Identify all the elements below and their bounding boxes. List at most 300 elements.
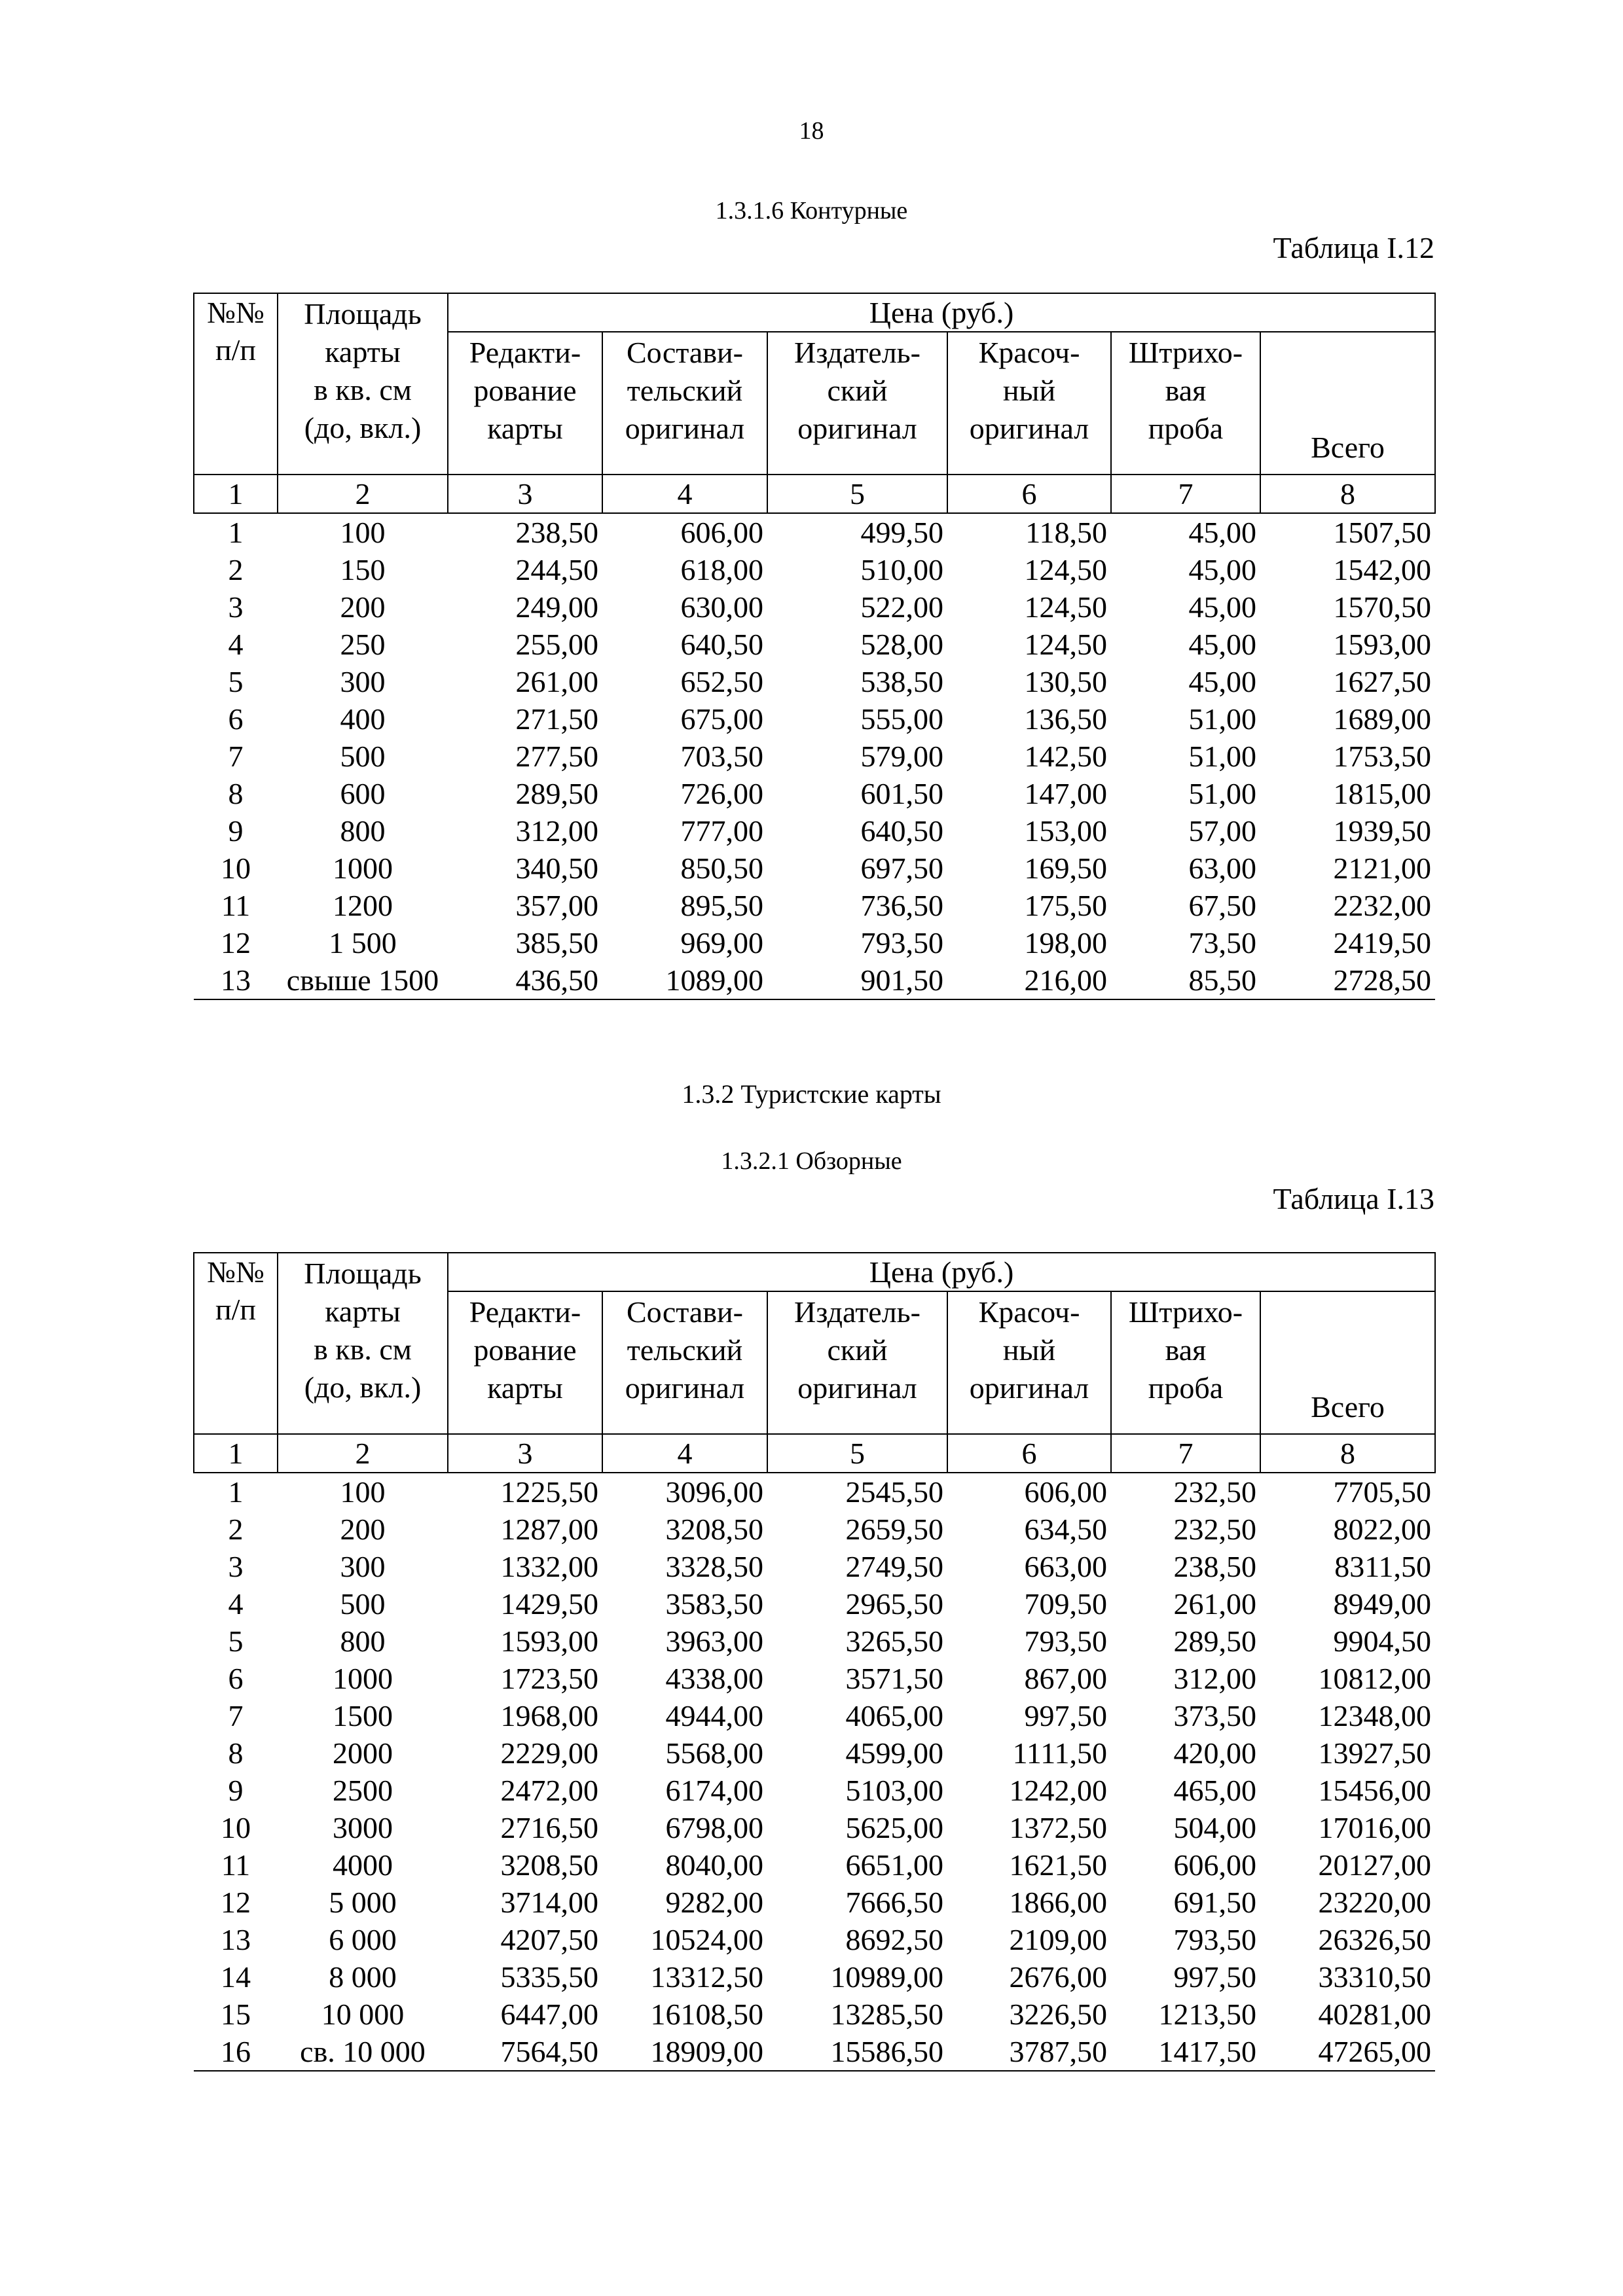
- table-cell: 33310,50: [1318, 1960, 1432, 1994]
- table-row: [194, 1772, 1435, 1809]
- header-col-proof: Штрихо- вая проба: [1111, 1291, 1260, 1434]
- table-cell: 5103,00: [845, 1774, 943, 1807]
- table-cell: 2: [228, 553, 244, 586]
- table-cell: 1213,50: [1158, 1998, 1256, 2031]
- table-cell: 1000: [333, 852, 393, 885]
- table-cell: 51,00: [1188, 740, 1256, 773]
- table-cell: 9: [228, 1774, 244, 1807]
- table-cell: 200: [340, 590, 386, 624]
- table-cell: 2659,50: [845, 1513, 943, 1546]
- table-cell: 675,00: [680, 702, 763, 736]
- table-cell: 14: [221, 1960, 251, 1994]
- column-number: 5: [767, 1434, 947, 1473]
- table-cell: 255,00: [515, 628, 598, 661]
- table-cell: 2472,00: [500, 1774, 598, 1807]
- table-cell: 100: [340, 1475, 386, 1509]
- table-cell: 600: [340, 777, 386, 810]
- table-cell: 45,00: [1188, 553, 1256, 586]
- table-cell: 3328,50: [665, 1550, 763, 1583]
- table-cell: 8949,00: [1333, 1587, 1432, 1621]
- table-cell: 8040,00: [665, 1848, 763, 1882]
- table-cell: 7564,50: [448, 2033, 602, 2071]
- table-cell: 238,50: [1173, 1550, 1256, 1583]
- table-cell: 3208,50: [500, 1848, 598, 1882]
- table-cell: 5: [228, 665, 244, 698]
- table-row: [194, 513, 1435, 551]
- table-cell: 9904,50: [1333, 1624, 1432, 1658]
- table-cell: 538,50: [860, 665, 943, 698]
- table-cell: 271,50: [515, 702, 598, 736]
- table-cell: 618,00: [680, 553, 763, 586]
- table-row: [194, 700, 1435, 738]
- header-col-editing: Редакти- рование карты: [448, 1291, 602, 1434]
- table-cell: 997,50: [1173, 1960, 1256, 1994]
- table-row: [194, 1846, 1435, 1884]
- table-cell: 510,00: [860, 553, 943, 586]
- table-cell: 357,00: [515, 889, 598, 922]
- table-cell: 4000: [333, 1848, 393, 1882]
- header-col-color: Красоч- ный оригинал: [947, 332, 1111, 475]
- table-cell: 4599,00: [845, 1736, 943, 1770]
- table-row: [194, 551, 1435, 588]
- table-cell: 793,50: [1173, 1923, 1256, 1956]
- table-cell: 1287,00: [500, 1513, 598, 1546]
- table-cell: 51,00: [1188, 777, 1256, 810]
- column-number-row: [194, 475, 1435, 513]
- table-cell: 373,50: [1173, 1699, 1256, 1732]
- table-row: [194, 1996, 1435, 2033]
- header-col-area: Площадь карты в кв. см (до, вкл.): [278, 293, 448, 475]
- table-cell: 7705,50: [1333, 1475, 1432, 1509]
- price-table-i13: [193, 1252, 1436, 2072]
- header-col-proof: Штрихо- вая проба: [1111, 332, 1260, 475]
- header-col-color: Красоч- ный оригинал: [947, 1291, 1111, 1434]
- table-cell: 57,00: [1188, 814, 1256, 848]
- table-cell: 51,00: [1188, 702, 1256, 736]
- table-cell: 6798,00: [665, 1811, 763, 1844]
- header-col-compiling: Состави- тельский оригинал: [602, 1291, 767, 1434]
- table-cell: 45,00: [1188, 665, 1256, 698]
- table-cell: 23220,00: [1318, 1886, 1432, 1919]
- table-cell: 5568,00: [665, 1736, 763, 1770]
- table-cell: 7: [228, 1699, 244, 1732]
- table-cell: 2545,50: [845, 1475, 943, 1509]
- table-cell: 997,50: [1024, 1699, 1107, 1732]
- table-cell: 16: [194, 2033, 278, 2071]
- table-cell: 147,00: [1024, 777, 1107, 810]
- table-cell: 2121,00: [1333, 852, 1432, 885]
- table-cell: 3226,50: [1009, 1998, 1107, 2031]
- table-row: [194, 626, 1435, 663]
- table-cell: 5: [228, 1624, 244, 1658]
- table-cell: 12: [221, 926, 251, 960]
- table-cell: 499,50: [860, 516, 943, 549]
- table-cell: св. 10 000: [278, 2033, 448, 2071]
- table-cell: 1753,50: [1333, 740, 1432, 773]
- table-cell: 3208,50: [665, 1513, 763, 1546]
- table-cell: 3096,00: [665, 1475, 763, 1509]
- table-cell: 800: [340, 814, 386, 848]
- table-cell: 606,00: [1024, 1475, 1107, 1509]
- table-row: [194, 1958, 1435, 1996]
- table-cell: 312,00: [515, 814, 598, 848]
- table-cell: 606,00: [680, 516, 763, 549]
- table-cell: 3: [228, 590, 244, 624]
- table-cell: 1000: [333, 1662, 393, 1695]
- table-cell: 4207,50: [500, 1923, 598, 1956]
- table-cell: 1200: [333, 889, 393, 922]
- table-cell: 6447,00: [500, 1998, 598, 2031]
- table-cell: 118,50: [1025, 516, 1107, 549]
- table-cell: 4338,00: [665, 1662, 763, 1695]
- table-cell: 777,00: [680, 814, 763, 848]
- table-cell: 634,50: [1024, 1513, 1107, 1546]
- table-cell: 250: [340, 628, 386, 661]
- table-cell: 1 500: [329, 926, 397, 960]
- column-number: 4: [602, 475, 767, 513]
- table-cell: 901,50: [767, 961, 947, 999]
- table-cell: 895,50: [680, 889, 763, 922]
- header-price-group: Цена (руб.): [448, 293, 1435, 332]
- table-cell: 136,50: [1024, 702, 1107, 736]
- table-cell: 15: [221, 1998, 251, 2031]
- table-cell: 244,50: [515, 553, 598, 586]
- table-cell: 200: [340, 1513, 386, 1546]
- table-row: [194, 924, 1435, 961]
- table-cell: 800: [340, 1624, 386, 1658]
- table-row: [194, 1734, 1435, 1772]
- table-row: [194, 738, 1435, 775]
- table-row: [194, 1511, 1435, 1548]
- table-cell: 1627,50: [1333, 665, 1432, 698]
- table-cell: 1417,50: [1111, 2033, 1260, 2071]
- table-cell: 2229,00: [500, 1736, 598, 1770]
- column-number: 5: [767, 475, 947, 513]
- table-cell: 13: [221, 1923, 251, 1956]
- table-cell: 198,00: [1024, 926, 1107, 960]
- table-cell: 1815,00: [1333, 777, 1432, 810]
- table-cell: 340,50: [515, 852, 598, 885]
- table-row: [194, 812, 1435, 850]
- table-cell: 10: [221, 852, 251, 885]
- table-label-i12: Таблица I.12: [1273, 231, 1434, 264]
- table-cell: 13285,50: [830, 1998, 943, 2031]
- table-cell: 45,00: [1188, 628, 1256, 661]
- column-number: 4: [602, 1434, 767, 1473]
- table-cell: 793,50: [860, 926, 943, 960]
- table-cell: 2676,00: [1009, 1960, 1107, 1994]
- column-number: 7: [1111, 475, 1260, 513]
- table-cell: 18909,00: [602, 2033, 767, 2071]
- table-cell: 969,00: [680, 926, 763, 960]
- table-cell: 1111,50: [1012, 1736, 1107, 1770]
- table-cell: 579,00: [860, 740, 943, 773]
- header-col-total: Всего: [1260, 332, 1435, 475]
- table-cell: 867,00: [1024, 1662, 1107, 1695]
- table-cell: 2749,50: [845, 1550, 943, 1583]
- table-row: [194, 2033, 1435, 2071]
- table-cell: 1372,50: [1009, 1811, 1107, 1844]
- table-row: [194, 1660, 1435, 1697]
- table-cell: 9282,00: [665, 1886, 763, 1919]
- table-cell: 153,00: [1024, 814, 1107, 848]
- table-label-i13: Таблица I.13: [1273, 1182, 1434, 1215]
- table-cell: 6174,00: [665, 1774, 763, 1807]
- table-cell: 1089,00: [602, 961, 767, 999]
- table-cell: 465,00: [1173, 1774, 1256, 1807]
- table-cell: 850,50: [680, 852, 763, 885]
- table-cell: 10 000: [321, 1998, 405, 2031]
- column-number: 1: [194, 1434, 278, 1473]
- table-cell: 5625,00: [845, 1811, 943, 1844]
- table-cell: 3: [228, 1550, 244, 1583]
- table-row: [194, 775, 1435, 812]
- table-cell: 1: [228, 1475, 244, 1509]
- table-cell: 16108,50: [650, 1998, 763, 2031]
- table-cell: 11: [221, 889, 251, 922]
- table-cell: 169,50: [1024, 852, 1107, 885]
- header-col-area: Площадь карты в кв. см (до, вкл.): [278, 1253, 448, 1434]
- section-heading-tourist: 1.3.2 Туристские карты: [682, 1079, 941, 1109]
- table-row: [194, 1921, 1435, 1958]
- table-cell: 2232,00: [1333, 889, 1432, 922]
- column-number: 2: [278, 1434, 448, 1473]
- table-cell: 703,50: [680, 740, 763, 773]
- table-cell: 697,50: [860, 852, 943, 885]
- column-number: 8: [1260, 475, 1435, 513]
- column-number: 3: [448, 475, 602, 513]
- table-cell: 17016,00: [1318, 1811, 1432, 1844]
- table-cell: 261,00: [515, 665, 598, 698]
- table-cell: 1225,50: [500, 1475, 598, 1509]
- table-cell: 13927,50: [1318, 1736, 1432, 1770]
- table-cell: 8311,50: [1334, 1550, 1432, 1583]
- table-cell: 1593,00: [500, 1624, 598, 1658]
- table-cell: 10524,00: [650, 1923, 763, 1956]
- table-cell: 5335,50: [500, 1960, 598, 1994]
- table-cell: 4: [228, 1587, 244, 1621]
- table-cell: 232,50: [1173, 1475, 1256, 1509]
- table-cell: 26326,50: [1318, 1923, 1432, 1956]
- table-cell: 312,00: [1173, 1662, 1256, 1695]
- table-cell: 3583,50: [665, 1587, 763, 1621]
- table-cell: 124,50: [1024, 553, 1107, 586]
- table-cell: 8692,50: [845, 1923, 943, 1956]
- table-cell: 12: [221, 1886, 251, 1919]
- header-col-number: №№ п/п: [194, 1253, 278, 1434]
- table-cell: 528,00: [860, 628, 943, 661]
- table-cell: 793,50: [1024, 1624, 1107, 1658]
- column-number: 3: [448, 1434, 602, 1473]
- table-cell: 67,50: [1188, 889, 1256, 922]
- table-row: [194, 1473, 1435, 1511]
- table-cell: 500: [340, 740, 386, 773]
- table-cell: 640,50: [680, 628, 763, 661]
- table-row: [194, 1548, 1435, 1585]
- table-cell: 3787,50: [947, 2033, 1111, 2071]
- column-number: 1: [194, 475, 278, 513]
- table-cell: 6: [228, 702, 244, 736]
- table-cell: 6: [228, 1662, 244, 1695]
- table-cell: 63,00: [1188, 852, 1256, 885]
- table-cell: 709,50: [1024, 1587, 1107, 1621]
- header-col-publishing: Издатель- ский оригинал: [767, 332, 947, 475]
- table-cell: 8022,00: [1333, 1513, 1432, 1546]
- table-cell: 2716,50: [500, 1811, 598, 1844]
- table-cell: 9: [228, 814, 244, 848]
- table-cell: 500: [340, 1587, 386, 1621]
- table-cell: 2965,50: [845, 1587, 943, 1621]
- page-number: 18: [799, 117, 824, 145]
- table-row: [194, 1585, 1435, 1623]
- table-cell: 45,00: [1188, 516, 1256, 549]
- table-cell: 277,50: [515, 740, 598, 773]
- table-cell: 1507,50: [1333, 516, 1432, 549]
- table-cell: 10989,00: [830, 1960, 943, 1994]
- table-cell: 13: [194, 961, 278, 999]
- table-cell: 7666,50: [845, 1886, 943, 1919]
- table-cell: 1939,50: [1333, 814, 1432, 848]
- table-cell: 5 000: [329, 1886, 397, 1919]
- table-cell: 150: [340, 553, 386, 586]
- table-cell: 1723,50: [500, 1662, 598, 1695]
- table-cell: 10812,00: [1318, 1662, 1432, 1695]
- column-number-row: [194, 1434, 1435, 1473]
- table-cell: 15456,00: [1318, 1774, 1432, 1807]
- table-cell: 130,50: [1024, 665, 1107, 698]
- table-cell: 2109,00: [1009, 1923, 1107, 1956]
- table-cell: 630,00: [680, 590, 763, 624]
- table-cell: 2728,50: [1260, 961, 1435, 999]
- table-cell: 6 000: [329, 1923, 397, 1956]
- table-cell: 2000: [333, 1736, 393, 1770]
- table-cell: 7: [228, 740, 244, 773]
- table-cell: 175,50: [1024, 889, 1107, 922]
- table-cell: 13312,50: [650, 1960, 763, 1994]
- table-cell: 555,00: [860, 702, 943, 736]
- table-cell: 142,50: [1024, 740, 1107, 773]
- table-cell: 663,00: [1024, 1550, 1107, 1583]
- header-col-total: Всего: [1260, 1291, 1435, 1434]
- section-heading-contour: 1.3.1.6 Контурные: [715, 197, 908, 224]
- table-cell: 1: [228, 516, 244, 549]
- table-row: [194, 1884, 1435, 1921]
- table-cell: 232,50: [1173, 1513, 1256, 1546]
- table-row: [194, 588, 1435, 626]
- table-cell: 4: [228, 628, 244, 661]
- subsection-heading-overview: 1.3.2.1 Обзорные: [721, 1147, 902, 1175]
- header-price-group: Цена (руб.): [448, 1253, 1435, 1291]
- table-cell: 15586,50: [767, 2033, 947, 2071]
- table-row: [194, 1623, 1435, 1660]
- table-cell: 1570,50: [1333, 590, 1432, 624]
- price-table-i12: [193, 293, 1436, 1000]
- table-cell: 3963,00: [665, 1624, 763, 1658]
- table-cell: 601,50: [860, 777, 943, 810]
- table-cell: 4944,00: [665, 1699, 763, 1732]
- table-row: [194, 1697, 1435, 1734]
- table-cell: 3265,50: [845, 1624, 943, 1658]
- header-col-publishing: Издатель- ский оригинал: [767, 1291, 947, 1434]
- table-cell: 3000: [333, 1811, 393, 1844]
- table-cell: 45,00: [1188, 590, 1256, 624]
- table-cell: 522,00: [860, 590, 943, 624]
- table-cell: 11: [221, 1848, 251, 1882]
- table-cell: 1866,00: [1009, 1886, 1107, 1919]
- table-cell: 300: [340, 665, 386, 698]
- table-cell: 100: [340, 516, 386, 549]
- header-col-compiling: Состави- тельский оригинал: [602, 332, 767, 475]
- table-row: [194, 1809, 1435, 1846]
- table-cell: 10: [221, 1811, 251, 1844]
- table-cell: 1542,00: [1333, 553, 1432, 586]
- table-cell: 606,00: [1173, 1848, 1256, 1882]
- table-cell: 8 000: [329, 1960, 397, 1994]
- table-row: [194, 887, 1435, 924]
- column-number: 2: [278, 475, 448, 513]
- table-cell: 249,00: [515, 590, 598, 624]
- table-row: [194, 663, 1435, 700]
- table-cell: 640,50: [860, 814, 943, 848]
- column-number: 7: [1111, 1434, 1260, 1473]
- table-cell: 1968,00: [500, 1699, 598, 1732]
- table-cell: 1689,00: [1333, 702, 1432, 736]
- table-cell: 385,50: [515, 926, 598, 960]
- table-cell: 8: [228, 1736, 244, 1770]
- table-cell: 261,00: [1173, 1587, 1256, 1621]
- table-cell: 691,50: [1173, 1886, 1256, 1919]
- table-cell: 300: [340, 1550, 386, 1583]
- table-cell: 1500: [333, 1699, 393, 1732]
- table-cell: 20127,00: [1318, 1848, 1432, 1882]
- table-cell: 40281,00: [1318, 1998, 1432, 2031]
- table-cell: 400: [340, 702, 386, 736]
- table-cell: 289,50: [1173, 1624, 1256, 1658]
- header-col-number: №№ п/п: [194, 293, 278, 475]
- table-cell: 8: [228, 777, 244, 810]
- table-cell: 47265,00: [1260, 2033, 1435, 2071]
- table-row: [194, 850, 1435, 887]
- table-cell: 436,50: [448, 961, 602, 999]
- table-cell: 726,00: [680, 777, 763, 810]
- table-cell: 420,00: [1173, 1736, 1256, 1770]
- table-cell: 6651,00: [845, 1848, 943, 1882]
- column-number: 6: [947, 475, 1111, 513]
- table-cell: 1332,00: [500, 1550, 598, 1583]
- table-cell: 736,50: [860, 889, 943, 922]
- table-cell: 3714,00: [500, 1886, 598, 1919]
- table-cell: свыше 1500: [278, 961, 448, 999]
- table-cell: 2: [228, 1513, 244, 1546]
- table-cell: 1242,00: [1009, 1774, 1107, 1807]
- table-cell: 238,50: [515, 516, 598, 549]
- table-cell: 124,50: [1024, 628, 1107, 661]
- header-col-editing: Редакти- рование карты: [448, 332, 602, 475]
- table-cell: 216,00: [947, 961, 1111, 999]
- table-cell: 2500: [333, 1774, 393, 1807]
- table-cell: 1429,50: [500, 1587, 598, 1621]
- table-cell: 652,50: [680, 665, 763, 698]
- column-number: 6: [947, 1434, 1111, 1473]
- table-cell: 1621,50: [1009, 1848, 1107, 1882]
- column-number: 8: [1260, 1434, 1435, 1473]
- table-cell: 12348,00: [1318, 1699, 1432, 1732]
- table-cell: 85,50: [1111, 961, 1260, 999]
- table-cell: 73,50: [1188, 926, 1256, 960]
- table-cell: 124,50: [1024, 590, 1107, 624]
- table-cell: 2419,50: [1333, 926, 1432, 960]
- table-cell: 1593,00: [1333, 628, 1432, 661]
